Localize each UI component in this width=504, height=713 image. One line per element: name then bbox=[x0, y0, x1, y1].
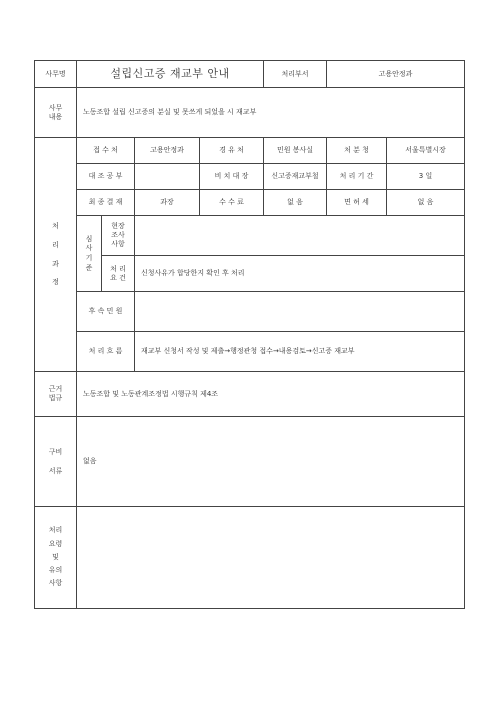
flow-label: 처 리 흐 름 bbox=[77, 332, 135, 372]
requirement-label-line: 요 건 bbox=[110, 273, 126, 282]
review-label-char: 심 bbox=[85, 234, 93, 243]
site-label-line: 현장 bbox=[111, 222, 125, 231]
affairs-label-line: 사무 bbox=[48, 103, 63, 112]
agent-label: 대 조 공 부 bbox=[77, 164, 135, 190]
affairs-content: 노동조합 설립 신고증의 분실 및 못쓰게 되었을 시 재교부 bbox=[77, 88, 465, 138]
guidance-label-line: 요령 bbox=[48, 539, 63, 548]
office-name-label: 사무명 bbox=[35, 61, 77, 88]
site-inspection-label bbox=[102, 216, 135, 256]
guidance-label-line: 처리 bbox=[48, 526, 63, 535]
agent-value bbox=[135, 164, 200, 190]
guidance-label-line: 사항 bbox=[48, 579, 63, 588]
basis-label bbox=[35, 372, 77, 417]
fee-label: 수 수 료 bbox=[200, 190, 264, 216]
process-row-1 bbox=[35, 138, 465, 164]
guidance-content bbox=[77, 507, 465, 609]
approval-label: 최 종 결 재 bbox=[77, 190, 135, 216]
disposal-label: 처 분 청 bbox=[327, 138, 387, 164]
ledger-value: 신고증재교부철 bbox=[264, 164, 327, 190]
basis-label-line: 근거 bbox=[48, 385, 63, 394]
review-label-char: 준 bbox=[85, 263, 93, 272]
process-label-char: 리 bbox=[52, 240, 59, 249]
documents-label-line: 서류 bbox=[48, 466, 63, 475]
form-title: 설립신고증 재교부 안내 bbox=[77, 61, 264, 88]
license-tax-value: 없 음 bbox=[387, 190, 465, 216]
requirement-value: 신청사유가 합당한지 확인 후 처리 bbox=[135, 256, 465, 292]
flow-row bbox=[35, 332, 465, 372]
documents-content: 없음 bbox=[77, 417, 465, 507]
approval-value: 과장 bbox=[135, 190, 200, 216]
followup-row bbox=[35, 292, 465, 332]
process-label-char: 과 bbox=[52, 259, 59, 268]
site-label-line: 사항 bbox=[111, 239, 125, 248]
process-row-3 bbox=[35, 190, 465, 216]
basis-content: 노동조합 및 노동관계조정법 시행규칙 제4조 bbox=[77, 372, 465, 417]
header-row bbox=[35, 61, 465, 88]
guidance-label-line: 유의 bbox=[48, 566, 63, 575]
fee-value: 없 음 bbox=[264, 190, 327, 216]
process-label-char: 정 bbox=[52, 278, 59, 287]
process-label-char: 처 bbox=[52, 222, 59, 230]
site-inspection-value bbox=[135, 216, 465, 256]
ledger-label: 비 치 대 장 bbox=[200, 164, 264, 190]
department-value: 고용안정과 bbox=[327, 61, 465, 88]
guidance-label bbox=[35, 507, 77, 609]
disposal-value: 서울특별시장 bbox=[387, 138, 465, 164]
process-row-2 bbox=[35, 164, 465, 190]
guidance-label-line: 및 bbox=[52, 552, 59, 561]
reception-label: 접 수 처 bbox=[77, 138, 135, 164]
department-label: 처리부서 bbox=[264, 61, 327, 88]
period-value: 3 일 bbox=[387, 164, 465, 190]
followup-value bbox=[135, 292, 465, 332]
documents-label bbox=[35, 417, 77, 507]
review-site-row bbox=[35, 216, 465, 256]
basis-label-line: 법규 bbox=[48, 394, 63, 402]
period-label: 처 리 기 간 bbox=[327, 164, 387, 190]
followup-label: 후 속 민 원 bbox=[77, 292, 135, 332]
review-criteria-label bbox=[77, 216, 102, 292]
affairs-label bbox=[35, 88, 77, 138]
documents-row bbox=[35, 417, 465, 507]
via-label: 경 유 처 bbox=[200, 138, 264, 164]
affairs-label-line: 내용 bbox=[48, 112, 63, 121]
license-tax-label: 면 허 세 bbox=[327, 190, 387, 216]
guidance-row bbox=[35, 507, 465, 609]
reception-value: 고용안정과 bbox=[135, 138, 200, 164]
site-label-line: 조사 bbox=[111, 231, 125, 240]
process-section-label bbox=[35, 138, 77, 372]
documents-label-line: 구비 bbox=[48, 447, 63, 456]
service-guide-form bbox=[34, 60, 465, 609]
affairs-row bbox=[35, 88, 465, 138]
basis-row bbox=[35, 372, 465, 417]
via-value: 민원 봉사실 bbox=[264, 138, 327, 164]
review-label-char: 기 bbox=[85, 254, 93, 262]
flow-value: 재교부 신청서 작성 및 제출→행정관청 접수→내용검토→신고증 재교부 bbox=[135, 332, 465, 372]
requirement-label bbox=[102, 256, 135, 292]
review-label-char: 사 bbox=[85, 244, 93, 253]
requirement-label-line: 처 리 bbox=[110, 264, 126, 273]
